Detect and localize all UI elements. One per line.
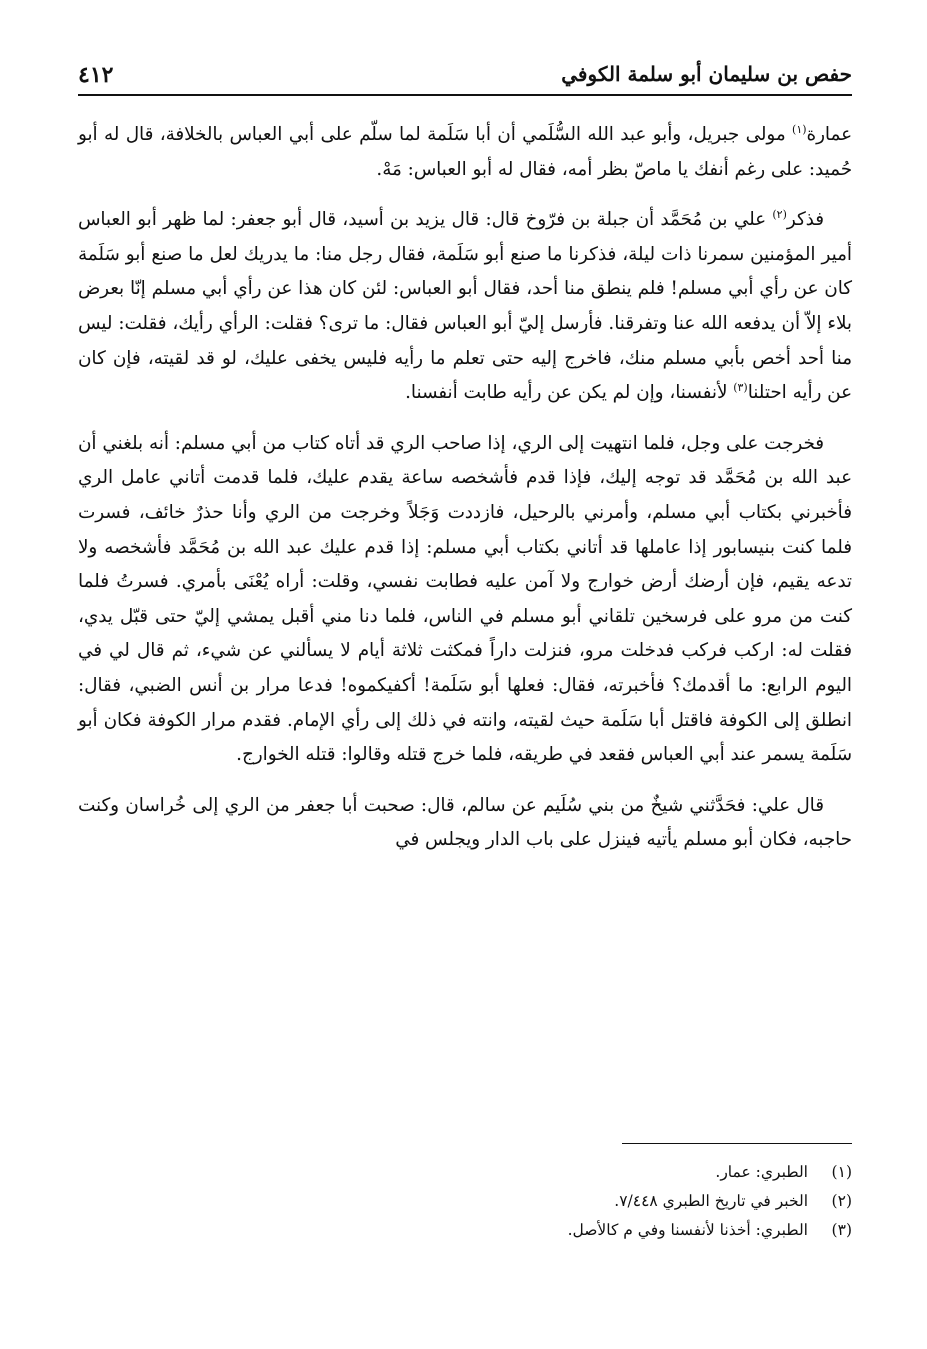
paragraph-text: فخرجت على وجل، فلما انتهيت إلى الري، إذا صاحب الري قد أتاه كتاب من أبي مسلم: أنه بلغني أن عبد الله بن مُحَمَّد قد توجه إليك، فإذا قدم فأشخصه ساعة يقدم عليك، فلما قدمت أتاني عامل الري فأخبرني بكتاب أبي مسلم، وأمرني بالرحيل، فازددت وَجَلاً وخرجت من الري وأنا حذرٌ خائف، فسرت فلما كنت بنيسابور إذا عاملها قد أتاني بكتاب أبي مسلم: إذا قدم عليك عبد الله بن مُحَمَّد فأشخصه ولا تدعه يقيم، فإن أرضك أرض خوارج ولا آمن عليه فطابت نفسي، وقلت: أراه يُعْنَى بأمري. فسرتُ فلما كنت من مرو على فرسخين تلقاني أبو مسلم في الناس، فلما دنا مني أقبل يمشي إليّ حتى قبّل يدي، فقلت له: اركب فركب فدخلت مرو، فنزلت داراً فمكثت ثلاثة أيام لا يسألني عن شيء، ثم قال لي في اليوم الرابع: ما أقدمك؟ فأخبرته، فقال: فعلها أبو سَلَمة! أكفيكموه! فدعا مرار بن أنس الضبي، فقال: انطلق إلى الكوفة فاقتل أبا سَلَمة حيث لقيته، وانته في ذلك إلى رأي الإمام. فقدم مرار الكوفة فكان أبو سَلَمة يسمر عند أبي العباس فقعد في طريقه، فلما خرج قتله وقالوا: قتله الخوارج.: [78, 432, 852, 766]
footnote-marker: (٣): [733, 381, 748, 395]
page-number: ٤١٢: [78, 62, 114, 88]
footnote-text: الطبري: أخذنا لأنفسنا وفي م كالأصل.: [567, 1221, 808, 1239]
running-title: حفص بن سليمان أبو سلمة الكوفي: [561, 62, 852, 86]
footnote: [78, 1158, 852, 1187]
paragraph: [78, 789, 852, 858]
footnote-text: الخبر في تاريخ الطبري ٧/٤٤٨.: [614, 1192, 808, 1210]
footnote-text: الطبري: عمار.: [715, 1163, 808, 1181]
footnote-separator: [622, 1143, 852, 1144]
footnotes: [78, 1158, 852, 1245]
footnote-marker: (١): [792, 122, 807, 136]
paragraph: [78, 118, 852, 187]
footnote-number: (١): [831, 1163, 852, 1181]
footnote-number: (٣): [831, 1221, 852, 1239]
footnote: [78, 1216, 852, 1245]
footnote-marker: (٢): [772, 208, 787, 222]
paragraph-text: عمارة: [806, 124, 852, 145]
paragraph-text: قال علي: فحَدَّثني شيخٌ من بني سُلَيم عن سالم، قال: صحبت أبا جعفر من الري إلى خُراسان وكنت حاجبه، فكان أبو مسلم يأتيه فينزل على باب الدار ويجلس في: [78, 794, 852, 851]
main-text: [78, 118, 852, 858]
paragraph: [78, 427, 852, 773]
footnote-number: (٢): [831, 1192, 852, 1210]
footnote: [78, 1187, 852, 1216]
paragraph-text: لأنفسنا، وإن لم يكن عن رأيه طابت أنفسنا.: [405, 382, 734, 404]
paragraph: [78, 203, 852, 411]
page-header: [78, 52, 852, 96]
paragraph-text: علي بن مُحَمَّد أن جبلة بن فرّوخ قال: قال يزيد بن أسيد، قال أبو جعفر: لما ظهر أبو العباس أمير المؤمنين سمرنا ذات ليلة، فذكرنا ما صنع أبو سَلَمة، فقال رجل منا: ما يدريك لعل ما صنع أبو سَلَمة كان عن رأي أبي مسلم! فلم ينطق منا أحد، فقال أبو العباس: لئن كان هذا عن رأي أبي مسلم إنّا بعرض بلاء إلاّ أن يدفعه الله عنا وتفرقنا. فأرسل إليّ أبو العباس فقال: ما ترى؟ فقلت: الرأي رأيك، فقلت: ليس منا أحد أخص بأبي مسلم منك، فاخرج إليه حتى تعلم ما رأيه فليس يخفى عليك، لو قد لقيته، فإن كان عن رأيه احتلنا: [78, 209, 852, 404]
paragraph-text: فذكر: [786, 209, 824, 231]
paragraph-text: مولى جبريل، وأبو عبد الله السُّلَمي أن أبا سَلَمة لما سلّم على أبي العباس بالخلافة، قال له أبو حُميد: على رغم أنفك يا ماصّ بظر أمه، فقال له أبو العباس: مَهْ.: [78, 124, 852, 180]
